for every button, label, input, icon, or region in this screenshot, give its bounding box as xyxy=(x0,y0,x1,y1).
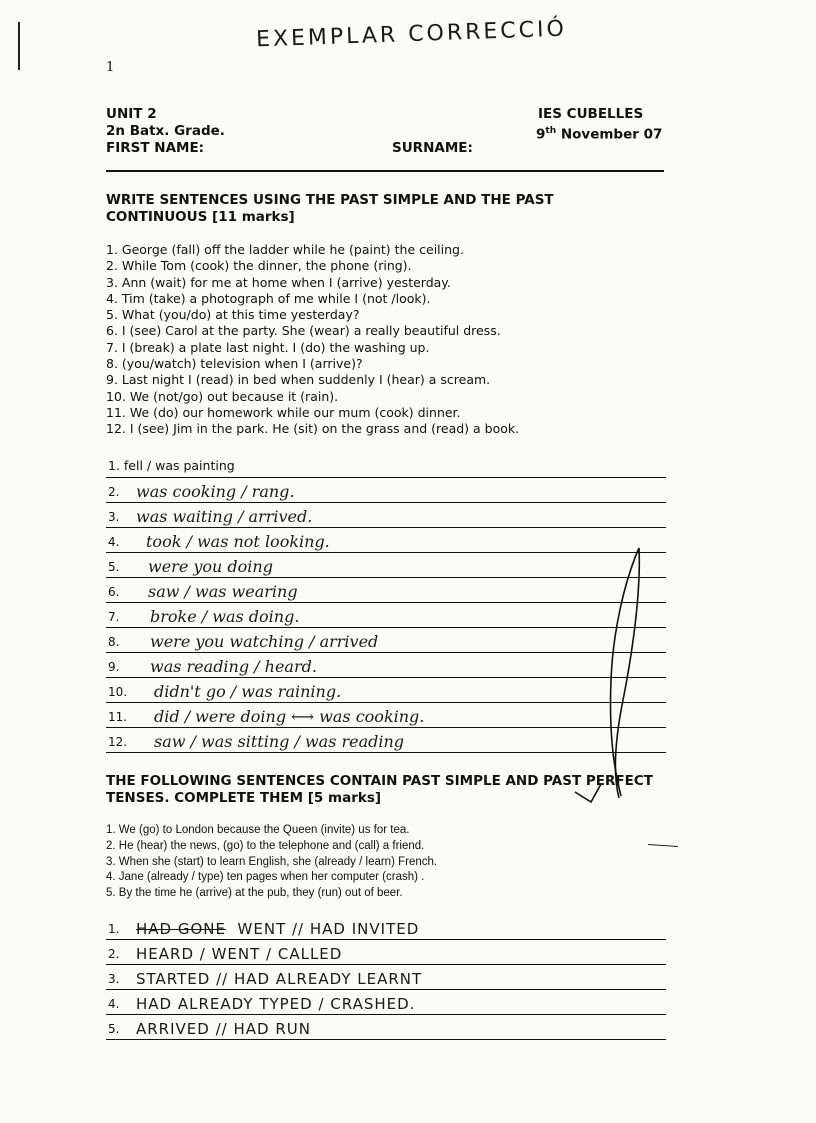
section2-instruction: THE FOLLOWING SENTENCES CONTAIN PAST SIMPLE AND PAST PERFECT TENSES. COMPLETE THEM [5 marks] xyxy=(106,773,653,806)
bracket-stroke-right xyxy=(616,548,640,798)
handwritten-answer: HAD GONE WENT // HAD INVITED xyxy=(136,920,420,938)
question: 4. Tim (take) a photograph of me while I (not /look). xyxy=(106,290,431,306)
question: 6. I (see) Carol at the party. She (wear) a really beautiful dress. xyxy=(106,323,501,339)
question: 8. (you/watch) television when I (arrive)? xyxy=(106,356,363,372)
answer-number: 3. xyxy=(108,972,120,986)
handwritten-answer: were you doing xyxy=(148,557,273,576)
answer-line-example xyxy=(106,452,666,478)
question: 5. What (you/do) at this time yesterday? xyxy=(106,307,360,323)
answer-line xyxy=(106,916,666,940)
handwritten-answer: didn't go / was raining. xyxy=(154,682,342,701)
question: 7. I (break) a plate last night. I (do) the washing up. xyxy=(106,339,430,355)
header-divider xyxy=(106,170,664,172)
margin-dash xyxy=(648,844,678,847)
grade-label: 2n Batx. Grade. xyxy=(106,123,225,139)
handwritten-answer: did / were doing ⟷ was cooking. xyxy=(154,707,425,726)
answer-number: 2. xyxy=(108,947,120,961)
question: 9. Last night I (read) in bed when suddenly I (hear) a scream. xyxy=(106,372,491,388)
answer-number: 1. xyxy=(108,922,120,936)
answer-number: 2. xyxy=(108,485,120,499)
first-name-label: FIRST NAME: xyxy=(106,140,205,156)
handwritten-answer: was reading / heard. xyxy=(150,657,317,676)
struck-answer: HAD GONE xyxy=(136,920,226,938)
question: 12. I (see) Jim in the park. He (sit) on the grass and (read) a book. xyxy=(106,421,520,437)
handwritten-answer: was waiting / arrived. xyxy=(136,507,313,526)
header-left xyxy=(106,106,225,157)
surname-label: SURNAME: xyxy=(392,140,473,156)
answer-number: 5. xyxy=(108,1022,120,1036)
answer-line xyxy=(106,941,666,965)
unit-label: UNIT 2 xyxy=(106,106,157,122)
answer-number: 10. xyxy=(108,685,128,699)
answer-number: 6. xyxy=(108,585,120,599)
answer-line xyxy=(106,1016,666,1040)
test-date: 9th November 07 xyxy=(536,126,663,143)
handwritten-answer: HEARD / WENT / CALLED xyxy=(136,945,343,963)
answer-number: 4. xyxy=(108,997,120,1011)
answer-number: 9. xyxy=(108,660,120,674)
answer-number: 8. xyxy=(108,635,120,649)
answer-number: 4. xyxy=(108,535,120,549)
answer-number: 11. xyxy=(108,710,128,724)
header-right xyxy=(536,106,662,144)
question: 2. While Tom (cook) the dinner, the phone (ring). xyxy=(106,258,412,274)
handwritten-answer: was cooking / rang. xyxy=(136,482,295,501)
example-answer: 1. fell / was painting xyxy=(108,458,235,473)
answer-line xyxy=(106,502,666,528)
page-number: 1 xyxy=(106,60,115,75)
question: 5. By the time he (arrive) at the pub, they (run) out of beer. xyxy=(106,887,403,900)
handwritten-answer: saw / was wearing xyxy=(148,582,298,601)
question: 1. We (go) to London because the Queen (invite) us for tea. xyxy=(106,824,410,836)
question: 11. We (do) our homework while our mum (cook) dinner. xyxy=(106,404,461,420)
question: 10. We (not/go) out because it (rain). xyxy=(106,388,339,404)
section2-questions xyxy=(106,823,437,902)
handwritten-answer: saw / was sitting / was reading xyxy=(154,732,405,751)
handwritten-answer: took / was not looking. xyxy=(146,532,330,551)
answer-line xyxy=(106,477,666,503)
answer-line xyxy=(106,991,666,1015)
handwritten-answer: HAD ALREADY TYPED / CRASHED. xyxy=(136,995,416,1013)
section1-questions xyxy=(106,242,519,438)
answer-number: 7. xyxy=(108,610,120,624)
answer-number: 5. xyxy=(108,560,120,574)
school-name: IES CUBELLES xyxy=(538,106,644,122)
question: 3. When she (start) to learn English, she (already / learn) French. xyxy=(106,855,438,868)
handwritten-answer: broke / was doing. xyxy=(150,607,300,626)
answer-number: 3. xyxy=(108,510,120,524)
question: 4. Jane (already / type) ten pages when her computer (crash) . xyxy=(106,871,425,884)
answer-number: 12. xyxy=(108,735,128,749)
handwritten-answer: were you watching / arrived xyxy=(150,632,379,651)
question: 2. He (hear) the news, (go) to the telephone and (call) a friend. xyxy=(106,839,425,852)
handwritten-answer: STARTED // HAD ALREADY LEARNT xyxy=(136,970,423,988)
handwritten-answer: ARRIVED // HAD RUN xyxy=(136,1020,311,1038)
exemplar-annotation: EXEMPLAR CORRECCIÓ xyxy=(255,16,568,53)
question: 1. George (fall) off the ladder while he (paint) the ceiling. xyxy=(106,242,464,257)
section1-instruction: WRITE SENTENCES USING THE PAST SIMPLE AND THE PAST CONTINUOUS [11 marks] xyxy=(106,192,554,225)
question: 3. Ann (wait) for me at home when I (arrive) yesterday. xyxy=(106,274,451,290)
answer-line xyxy=(106,966,666,990)
margin-mark xyxy=(18,22,20,70)
